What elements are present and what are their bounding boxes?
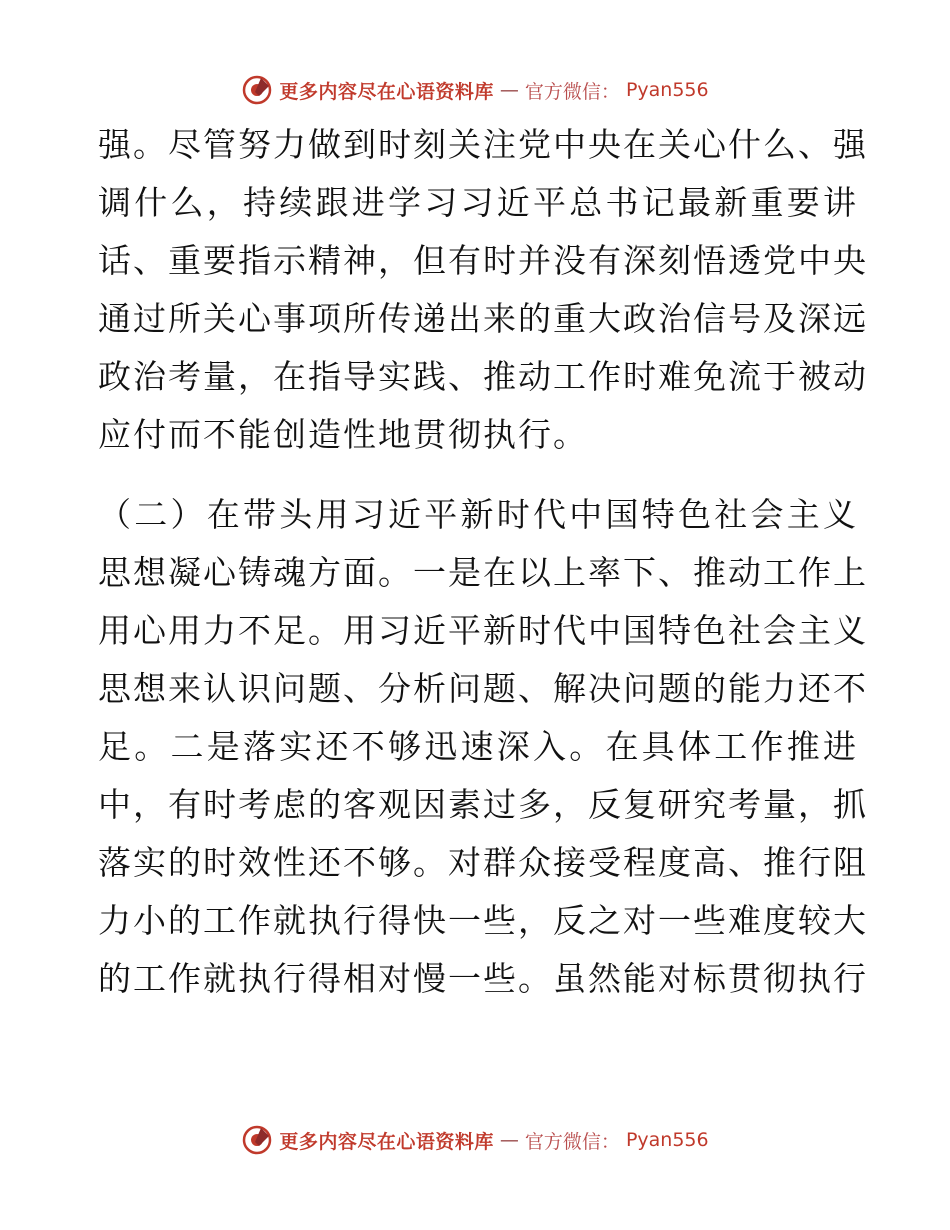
text-line: 的 工 作 就 执 行 得 相 对 慢 一 些 。 虽 然 能 对 标 贯 彻 执 行 — [98, 959, 868, 998]
watermark-wechat-id: Pyan556 — [625, 1129, 709, 1151]
watermark-site-text: 更多内容尽在心语资料库 — [279, 1130, 494, 1153]
text-line: 应付而不能创造性地贯彻执行。 — [98, 415, 588, 454]
text-line: 落 实 的 时 效 性 还 不 够 。 对 群 众 接 受 程 度 高 、 推 行 阻 — [98, 843, 868, 882]
paragraph — [98, 116, 868, 464]
watermark-logo-icon — [241, 1124, 273, 1156]
watermark-dash: — — [499, 79, 519, 101]
text-line: 足 。 二 是 落 实 还 不 够 迅 速 深 入 。 在 具 体 工 作 推 进 — [98, 727, 858, 766]
text-line: （ 二 ） 在 带 头 用 习 近 平 新 时 代 中 国 特 色 社 会 主 义 — [98, 495, 858, 534]
watermark-wechat-id: Pyan556 — [625, 79, 709, 101]
text-line: 中 ， 有 时 考 虑 的 客 观 因 素 过 多 ， 反 复 研 究 考 量 ， 抓 — [98, 785, 868, 824]
paragraph — [98, 486, 868, 1008]
text-line: 力 小 的 工 作 就 执 行 得 快 一 些 ， 反 之 对 一 些 难 度 较 大 — [98, 901, 868, 940]
header-watermark — [0, 70, 950, 110]
text-line: 政 治 考 量 ， 在 指 导 实 践 、 推 动 工 作 时 难 免 流 于 被 动 — [98, 357, 868, 396]
watermark-wechat-label: 官方微信： — [524, 1130, 620, 1153]
text-line: 调 什 么 ， 持 续 跟 进 学 习 习 近 平 总 书 记 最 新 重 要 讲 — [98, 183, 858, 222]
text-line: 通 过 所 关 心 事 项 所 传 递 出 来 的 重 大 政 治 信 号 及 深 远 — [98, 299, 868, 338]
watermark-logo-icon — [241, 74, 273, 106]
footer-watermark — [0, 1120, 950, 1160]
document-body — [98, 116, 868, 1008]
watermark-dash: — — [499, 1129, 519, 1151]
text-line: 思 想 来 认 识 问 题 、 分 析 问 题 、 解 决 问 题 的 能 力 还 不 — [98, 669, 868, 708]
text-line: 话 、 重 要 指 示 精 神 ， 但 有 时 并 没 有 深 刻 悟 透 党 中 央 — [98, 241, 868, 280]
watermark-wechat-label: 官方微信： — [524, 80, 620, 103]
text-line: 思 想 凝 心 铸 魂 方 面 。 一 是 在 以 上 率 下 、 推 动 工 作 上 — [98, 553, 868, 592]
watermark-site-text: 更多内容尽在心语资料库 — [279, 80, 494, 103]
text-line: 用 心 用 力 不 足 。 用 习 近 平 新 时 代 中 国 特 色 社 会 主 义 — [98, 611, 868, 650]
text-line: 强 。 尽 管 努 力 做 到 时 刻 关 注 党 中 央 在 关 心 什 么 、 强 — [98, 125, 868, 164]
